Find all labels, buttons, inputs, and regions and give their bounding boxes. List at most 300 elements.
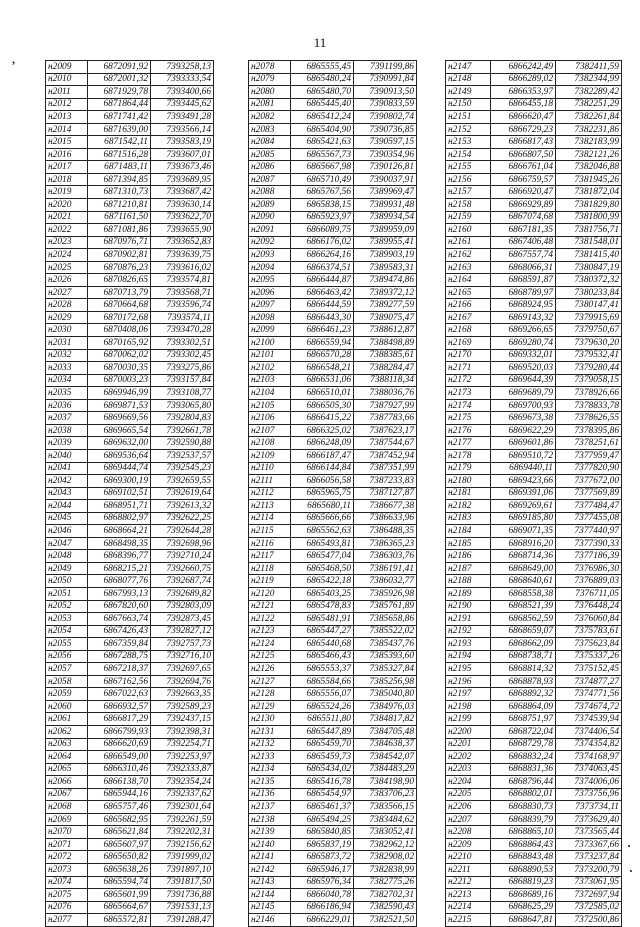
coordinate-x: 6865459,73: [291, 751, 354, 764]
point-id: н2143: [249, 876, 291, 889]
coordinate-y: 7387127,87: [354, 487, 417, 500]
table-row: [249, 173, 417, 186]
coordinate-y: 7380233,84: [556, 286, 622, 299]
point-id: н2171: [446, 362, 491, 375]
table-row: [249, 286, 417, 299]
point-id: н2101: [249, 349, 291, 362]
table-row: [46, 600, 214, 613]
table-row: [446, 475, 622, 488]
coordinate-y: 7386365,23: [354, 537, 417, 550]
table-row: [249, 161, 417, 174]
table-row: [46, 788, 214, 801]
table-row: [249, 700, 417, 713]
coordinate-x: 6866138,70: [88, 776, 151, 789]
coordinate-y: 7378926,66: [556, 387, 622, 400]
coordinate-x: 6866531,06: [291, 374, 354, 387]
coordinate-x: 6865555,45: [291, 61, 354, 74]
table-row: [46, 111, 214, 124]
coordinate-x: 6868664,21: [88, 525, 151, 538]
table-row: [46, 274, 214, 287]
point-id: н2119: [249, 575, 291, 588]
coordinate-x: 6866229,01: [291, 914, 354, 927]
table-row: [446, 776, 622, 789]
table-row: [249, 914, 417, 927]
table-row: [249, 399, 417, 412]
coordinate-y: 7379750,67: [556, 324, 622, 337]
point-id: н2170: [446, 349, 491, 362]
coordinate-y: 7392337,62: [151, 788, 214, 801]
coordinate-y: 7386191,41: [354, 562, 417, 575]
table-row: [46, 261, 214, 274]
coordinate-x: 6865873,72: [291, 851, 354, 864]
coordinate-y: 7391897,10: [151, 864, 214, 877]
coordinate-x: 6870826,65: [88, 274, 151, 287]
coordinate-x: 6866817,29: [88, 713, 151, 726]
coordinate-x: 6865404,90: [291, 123, 354, 136]
point-id: н2165: [446, 286, 491, 299]
coordinate-x: 6865562,63: [291, 525, 354, 538]
table-row: [46, 587, 214, 600]
table-row: [249, 763, 417, 776]
table-row: [46, 562, 214, 575]
point-id: н2098: [249, 311, 291, 324]
coordinate-x: 6868916,20: [491, 537, 556, 550]
point-id: н2094: [249, 261, 291, 274]
table-row: [46, 61, 214, 74]
coordinate-y: 7386633,96: [354, 512, 417, 525]
coordinate-x: 6867288,75: [88, 650, 151, 663]
table-row: [249, 562, 417, 575]
table-row: [46, 813, 214, 826]
table-row: [446, 613, 622, 626]
table-row: [249, 901, 417, 914]
coordinate-y: 7391999,02: [151, 851, 214, 864]
table-row: [446, 751, 622, 764]
table-row: [446, 663, 622, 676]
point-id: н2013: [46, 111, 88, 124]
point-id: н2085: [249, 148, 291, 161]
table-row: [249, 311, 417, 324]
point-id: н2063: [46, 738, 88, 751]
coordinate-x: 6866186,94: [291, 901, 354, 914]
point-id: н2117: [249, 550, 291, 563]
table-row: [46, 575, 214, 588]
table-row: [46, 700, 214, 713]
coordinate-y: 7374539,94: [556, 713, 622, 726]
coordinate-x: 6866187,47: [291, 449, 354, 462]
point-id: н2034: [46, 374, 88, 387]
point-id: н2015: [46, 136, 88, 149]
point-id: н2193: [446, 638, 491, 651]
coordinate-y: 7374406,54: [556, 725, 622, 738]
coordinate-y: 7384976,03: [354, 700, 417, 713]
coordinate-x: 6871210,81: [88, 199, 151, 212]
coordinate-x: 6868625,29: [491, 901, 556, 914]
table-row: [249, 525, 417, 538]
table-row: [249, 776, 417, 789]
coordinate-y: 7382838,99: [354, 864, 417, 877]
point-id: н2185: [446, 537, 491, 550]
point-id: н2126: [249, 663, 291, 676]
coordinate-y: 7378833,78: [556, 399, 622, 412]
coordinate-y: 7392803,09: [151, 600, 214, 613]
point-id: н2173: [446, 387, 491, 400]
point-id: н2075: [46, 889, 88, 902]
point-id: н2160: [446, 224, 491, 237]
table-row: [46, 713, 214, 726]
coordinate-y: 7386032,77: [354, 575, 417, 588]
coordinate-x: 6868890,53: [491, 864, 556, 877]
coordinate-y: 7378395,86: [556, 424, 622, 437]
coordinate-x: 6865601,99: [88, 889, 151, 902]
coordinate-x: 6867359,84: [88, 638, 151, 651]
point-id: н2014: [46, 123, 88, 136]
table-row: [446, 525, 622, 538]
coordinate-x: 6865650,82: [88, 851, 151, 864]
point-id: н2159: [446, 211, 491, 224]
coordinate-x: 6865838,15: [291, 199, 354, 212]
coordinate-y: 7382046,88: [556, 161, 622, 174]
coordinate-y: 7375783,61: [556, 625, 622, 638]
coordinate-y: 7393302,51: [151, 337, 214, 350]
coordinate-y: 7380147,41: [556, 299, 622, 312]
coordinate-y: 7382702,31: [354, 889, 417, 902]
table-row: [446, 111, 622, 124]
table-row: [249, 86, 417, 99]
coordinate-y: 7392537,57: [151, 449, 214, 462]
point-id: н2009: [46, 61, 88, 74]
table-row: [446, 286, 622, 299]
table-row: [249, 249, 417, 262]
coordinate-y: 7372585,02: [556, 901, 622, 914]
coordinate-x: 6865445,40: [291, 98, 354, 111]
point-id: н2118: [249, 562, 291, 575]
coordinate-x: 6866056,58: [291, 475, 354, 488]
table-row: [446, 437, 622, 450]
coordinate-x: 6869280,74: [491, 337, 556, 350]
table-row: [249, 136, 417, 149]
point-id: н2027: [46, 286, 88, 299]
coordinate-x: 6870408,06: [88, 324, 151, 337]
point-id: н2057: [46, 663, 88, 676]
coordinate-x: 6870172,68: [88, 311, 151, 324]
table-row: [446, 362, 622, 375]
coordinate-y: 7385658,86: [354, 613, 417, 626]
coordinate-x: 6866807,50: [491, 148, 556, 161]
table-row: [249, 876, 417, 889]
coordinate-x: 6868951,71: [88, 500, 151, 513]
coordinate-x: 6865461,37: [291, 801, 354, 814]
table-row: [446, 587, 622, 600]
point-id: н2194: [446, 650, 491, 663]
point-id: н2180: [446, 475, 491, 488]
coordinate-x: 6869444,74: [88, 462, 151, 475]
coordinate-y: 7386303,76: [354, 550, 417, 563]
coordinate-y: 7374674,72: [556, 700, 622, 713]
table-row: [249, 788, 417, 801]
point-id: н2078: [249, 61, 291, 74]
coordinate-y: 7379058,15: [556, 374, 622, 387]
table-row: [249, 274, 417, 287]
point-id: н2134: [249, 763, 291, 776]
point-id: н2161: [446, 236, 491, 249]
table-row: [249, 324, 417, 337]
coordinate-y: 7387927,99: [354, 399, 417, 412]
table-row: [446, 86, 622, 99]
point-id: н2212: [446, 876, 491, 889]
point-id: н2103: [249, 374, 291, 387]
point-id: н2204: [446, 776, 491, 789]
table-row: [249, 889, 417, 902]
coordinate-x: 6866444,59: [291, 299, 354, 312]
coordinate-x: 6865607,97: [88, 838, 151, 851]
coordinate-x: 6866353,97: [491, 86, 556, 99]
coordinate-x: 6870030,35: [88, 362, 151, 375]
table-row: [446, 813, 622, 826]
coordinate-y: 7373756,96: [556, 788, 622, 801]
coordinates-table-2: [248, 60, 417, 927]
point-id: н2157: [446, 186, 491, 199]
coordinate-x: 6865944,16: [88, 788, 151, 801]
coordinate-y: 7393065,80: [151, 399, 214, 412]
table-row: [446, 136, 622, 149]
coordinate-y: 7376448,24: [556, 600, 622, 613]
table-row: [446, 148, 622, 161]
coordinate-x: 6868864,09: [491, 700, 556, 713]
coordinate-y: 7392716,10: [151, 650, 214, 663]
point-id: н2042: [46, 475, 88, 488]
coordinate-y: 7390597,15: [354, 136, 417, 149]
coordinate-x: 6868864,43: [491, 838, 556, 851]
coordinate-x: 6869673,38: [491, 412, 556, 425]
point-id: н2107: [249, 424, 291, 437]
point-id: н2070: [46, 826, 88, 839]
coordinate-y: 7389583,31: [354, 261, 417, 274]
coordinate-x: 6865767,56: [291, 186, 354, 199]
coordinate-y: 7382775,26: [354, 876, 417, 889]
table-row: [46, 148, 214, 161]
coordinate-x: 6869269,61: [491, 500, 556, 513]
table-row: [249, 813, 417, 826]
table-row: [249, 412, 417, 425]
table-row: [46, 525, 214, 538]
point-id: н2068: [46, 801, 88, 814]
table-row: [249, 299, 417, 312]
table-row: [446, 575, 622, 588]
coordinate-y: 7384817,82: [354, 713, 417, 726]
table-row: [46, 776, 214, 789]
coordinate-x: 6869266,65: [491, 324, 556, 337]
coordinate-y: 7378626,55: [556, 412, 622, 425]
table-row: [249, 512, 417, 525]
table-row: [446, 876, 622, 889]
coordinate-x: 6868647,81: [491, 914, 556, 927]
coordinate-y: 7392589,23: [151, 700, 214, 713]
coordinate-y: 7385522,02: [354, 625, 417, 638]
point-id: н2124: [249, 638, 291, 651]
coordinate-x: 6866040,78: [291, 889, 354, 902]
coordinate-y: 7392613,32: [151, 500, 214, 513]
coordinate-x: 6865553,37: [291, 663, 354, 676]
coordinate-y: 7381872,04: [556, 186, 622, 199]
point-id: н2127: [249, 675, 291, 688]
coordinate-y: 7392873,45: [151, 613, 214, 626]
point-id: н2083: [249, 123, 291, 136]
coordinate-x: 6867074,68: [491, 211, 556, 224]
point-id: н2019: [46, 186, 88, 199]
coordinate-x: 6865594,74: [88, 876, 151, 889]
coordinate-y: 7382289,42: [556, 86, 622, 99]
coordinate-x: 6871639,00: [88, 123, 151, 136]
table-row: [46, 738, 214, 751]
coordinate-x: 6865638,26: [88, 864, 151, 877]
table-row: [446, 600, 622, 613]
coordinate-y: 7392254,71: [151, 738, 214, 751]
coordinate-y: 7381548,01: [556, 236, 622, 249]
table-row: [249, 713, 417, 726]
coordinate-y: 7382521,50: [354, 914, 417, 927]
point-id: н2116: [249, 537, 291, 550]
point-id: н2146: [249, 914, 291, 927]
table-row: [446, 186, 622, 199]
table-row: [249, 675, 417, 688]
coordinate-y: 7392694,76: [151, 675, 214, 688]
table-row: [46, 851, 214, 864]
scan-speck: [630, 870, 632, 872]
table-row: [249, 437, 417, 450]
coordinate-y: 7389959,09: [354, 224, 417, 237]
point-id: н2043: [46, 487, 88, 500]
coordinate-x: 6866264,16: [291, 249, 354, 262]
coordinate-y: 7387351,99: [354, 462, 417, 475]
coordinate-x: 6868802,97: [88, 512, 151, 525]
coordinate-y: 7377440,97: [556, 525, 622, 538]
table-row: [446, 311, 622, 324]
point-id: н2018: [46, 173, 88, 186]
coordinate-x: 6866374,51: [291, 261, 354, 274]
coordinate-y: 7392827,12: [151, 625, 214, 638]
table-row: [249, 625, 417, 638]
coordinate-x: 6865664,67: [88, 901, 151, 914]
coordinate-x: 6871542,11: [88, 136, 151, 149]
coordinate-y: 7389934,54: [354, 211, 417, 224]
coordinate-x: 6865680,11: [291, 500, 354, 513]
table-row: [249, 449, 417, 462]
coordinate-x: 6871516,28: [88, 148, 151, 161]
table-row: [446, 688, 622, 701]
point-id: н2168: [446, 324, 491, 337]
coordinate-y: 7393596,74: [151, 299, 214, 312]
point-id: н2142: [249, 864, 291, 877]
coordinate-x: 6869423,66: [491, 475, 556, 488]
table-row: [249, 224, 417, 237]
coordinate-y: 7384198,90: [354, 776, 417, 789]
coordinate-x: 6866463,42: [291, 286, 354, 299]
point-id: н2162: [446, 249, 491, 262]
coordinate-y: 7393491,28: [151, 111, 214, 124]
coordinate-x: 6866415,22: [291, 412, 354, 425]
coordinate-y: 7390833,59: [354, 98, 417, 111]
table-row: [446, 675, 622, 688]
coordinate-y: 7379280,44: [556, 362, 622, 375]
table-row: [249, 851, 417, 864]
point-id: н2084: [249, 136, 291, 149]
point-id: н2016: [46, 148, 88, 161]
coordinate-y: 7388118,34: [354, 374, 417, 387]
coordinate-x: 6865556,07: [291, 688, 354, 701]
coordinate-y: 7392590,88: [151, 437, 214, 450]
point-id: н2074: [46, 876, 88, 889]
table-row: [249, 663, 417, 676]
coordinate-y: 7391817,50: [151, 876, 214, 889]
coordinate-x: 6869689,79: [491, 387, 556, 400]
coordinate-x: 6866242,49: [491, 61, 556, 74]
coordinate-y: 7374063,45: [556, 763, 622, 776]
coordinate-y: 7392398,31: [151, 725, 214, 738]
coordinate-y: 7373367,66: [556, 838, 622, 851]
coordinate-x: 6865494,25: [291, 813, 354, 826]
coordinate-x: 6868839,79: [491, 813, 556, 826]
coordinate-x: 6868802,01: [491, 788, 556, 801]
point-id: н2176: [446, 424, 491, 437]
point-id: н2102: [249, 362, 291, 375]
coordinate-x: 6868558,38: [491, 587, 556, 600]
coordinate-y: 7389903,19: [354, 249, 417, 262]
coordinate-x: 6867557,74: [491, 249, 556, 262]
coordinate-y: 7393258,13: [151, 61, 214, 74]
point-id: н2139: [249, 826, 291, 839]
coordinate-x: 6867181,35: [491, 224, 556, 237]
point-id: н2077: [46, 914, 88, 927]
point-id: н2148: [446, 73, 491, 86]
table-row: [46, 537, 214, 550]
coordinate-x: 6869520,03: [491, 362, 556, 375]
table-row: [446, 562, 622, 575]
coordinate-y: 7382908,02: [354, 851, 417, 864]
table-row: [446, 725, 622, 738]
coordinate-y: 7390126,81: [354, 161, 417, 174]
table-row: [249, 638, 417, 651]
coordinate-y: 7392261,59: [151, 813, 214, 826]
coordinate-y: 7392156,62: [151, 838, 214, 851]
coordinate-x: 6866799,93: [88, 725, 151, 738]
point-id: н2037: [46, 412, 88, 425]
coordinate-y: 7388385,61: [354, 349, 417, 362]
point-id: н2213: [446, 889, 491, 902]
table-row: [46, 224, 214, 237]
point-id: н2048: [46, 550, 88, 563]
coordinate-y: 7389474,86: [354, 274, 417, 287]
coordinate-x: 6868659,07: [491, 625, 556, 638]
coordinate-x: 6867820,60: [88, 600, 151, 613]
coordinate-y: 7392545,23: [151, 462, 214, 475]
point-id: н2206: [446, 801, 491, 814]
coordinate-x: 6868814,32: [491, 663, 556, 676]
table-row: [446, 550, 622, 563]
coordinate-y: 7381800,99: [556, 211, 622, 224]
coordinate-x: 6869510,72: [491, 449, 556, 462]
coordinate-y: 7376060,84: [556, 613, 622, 626]
coordinate-y: 7393275,86: [151, 362, 214, 375]
coordinate-x: 6868751,97: [491, 713, 556, 726]
point-id: н2214: [446, 901, 491, 914]
coordinate-x: 6868796,44: [491, 776, 556, 789]
table-row: [249, 374, 417, 387]
coordinate-y: 7387233,83: [354, 475, 417, 488]
point-id: н2172: [446, 374, 491, 387]
table-row: [446, 901, 622, 914]
coordinate-x: 6867218,37: [88, 663, 151, 676]
